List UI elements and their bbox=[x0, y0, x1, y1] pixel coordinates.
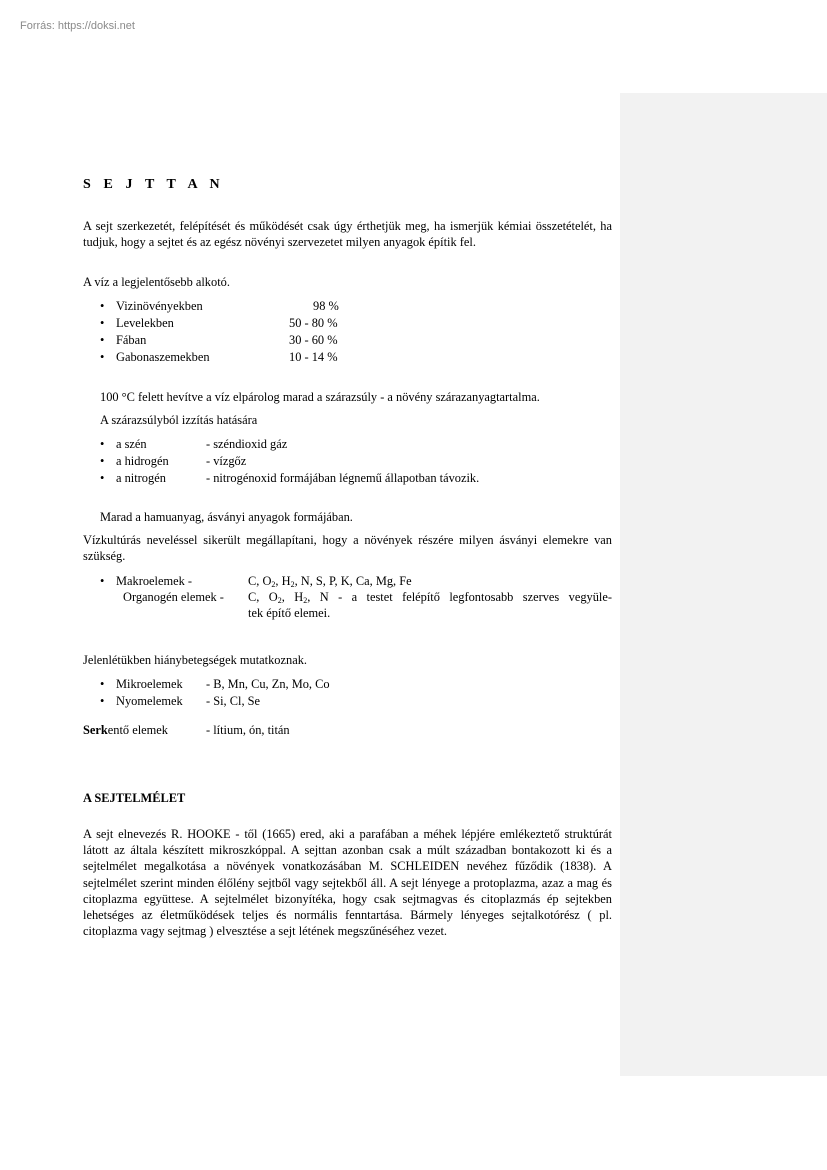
bullet-icon: • bbox=[100, 471, 105, 485]
ash-text: Marad a hamuanyag, ásványi anyagok formájában. bbox=[100, 510, 353, 524]
cell-theory-paragraph: A sejt elnevezés R. HOOKE - től (1665) ered, aki a parafában a méhek lépjére emlékeztető struktúrát látott az általa készített mikroszkóppal. A sejttan azonban csak a múlt században bontakozott ki és a sejtelmélet megalkotása a növények vonatkozásában M. SCHLEIDEN nevéhez fűződik (1838). A sejtelmélet szerint minden élőlény sejtből vagy sejtekből áll. A sejt lényege a protoplazma, azaz a mag és citoplazma együttese. A sejtelmélet bizonyítéka, hogy csak sejtmagvas és citoplazmás ép sejtekben lehetséges az életműködések teljes és normális fenntartása. Bármely lényeges sejtalkotórész ( pl. citoplazma vagy sejtmag ) elvesztése a sejt létének megszűnéséhez vezet. bbox=[83, 827, 612, 939]
deficiency-text: Jelenlétükben hiánybetegségek mutatkoznak. bbox=[83, 653, 307, 667]
hydroculture-paragraph: Vízkultúrás neveléssel sikerült megállapítani, hogy a növények részére milyen ásványi elemekre van szükség. bbox=[83, 533, 612, 564]
bullet-icon: • bbox=[100, 454, 105, 468]
bullet-icon: • bbox=[100, 574, 105, 588]
bullet-icon: • bbox=[100, 677, 105, 691]
water-intro: A víz a legjelentősebb alkotó. bbox=[83, 275, 230, 289]
bullet-icon: • bbox=[100, 694, 105, 708]
burn-intro: A szárazsúlyból izzítás hatására bbox=[100, 413, 258, 427]
dry-weight-text: 100 °C felett hevítve a víz elpárolog marad a szárazsúly - a növény szárazanyagtartalma. bbox=[100, 390, 540, 404]
source-url[interactable]: Forrás: https://doksi.net bbox=[20, 20, 135, 32]
page-title: S E J T T A N bbox=[83, 177, 225, 192]
section-heading-cell-theory: A SEJTELMÉLET bbox=[83, 791, 186, 805]
bullet-icon: • bbox=[100, 350, 105, 364]
bullet-icon: • bbox=[100, 316, 105, 330]
comment-pane bbox=[620, 93, 827, 1076]
intro-paragraph: A sejt szerkezetét, felépítését és működését csak úgy érthetjük meg, ha ismerjük kémiai összetételét, ha tudjuk, hogy a sejtet és az egész növényi szervezetet milyen anyagok építik fel. bbox=[83, 219, 612, 250]
bullet-icon: • bbox=[100, 333, 105, 347]
bullet-icon: • bbox=[100, 437, 105, 451]
bullet-icon: • bbox=[100, 299, 105, 313]
